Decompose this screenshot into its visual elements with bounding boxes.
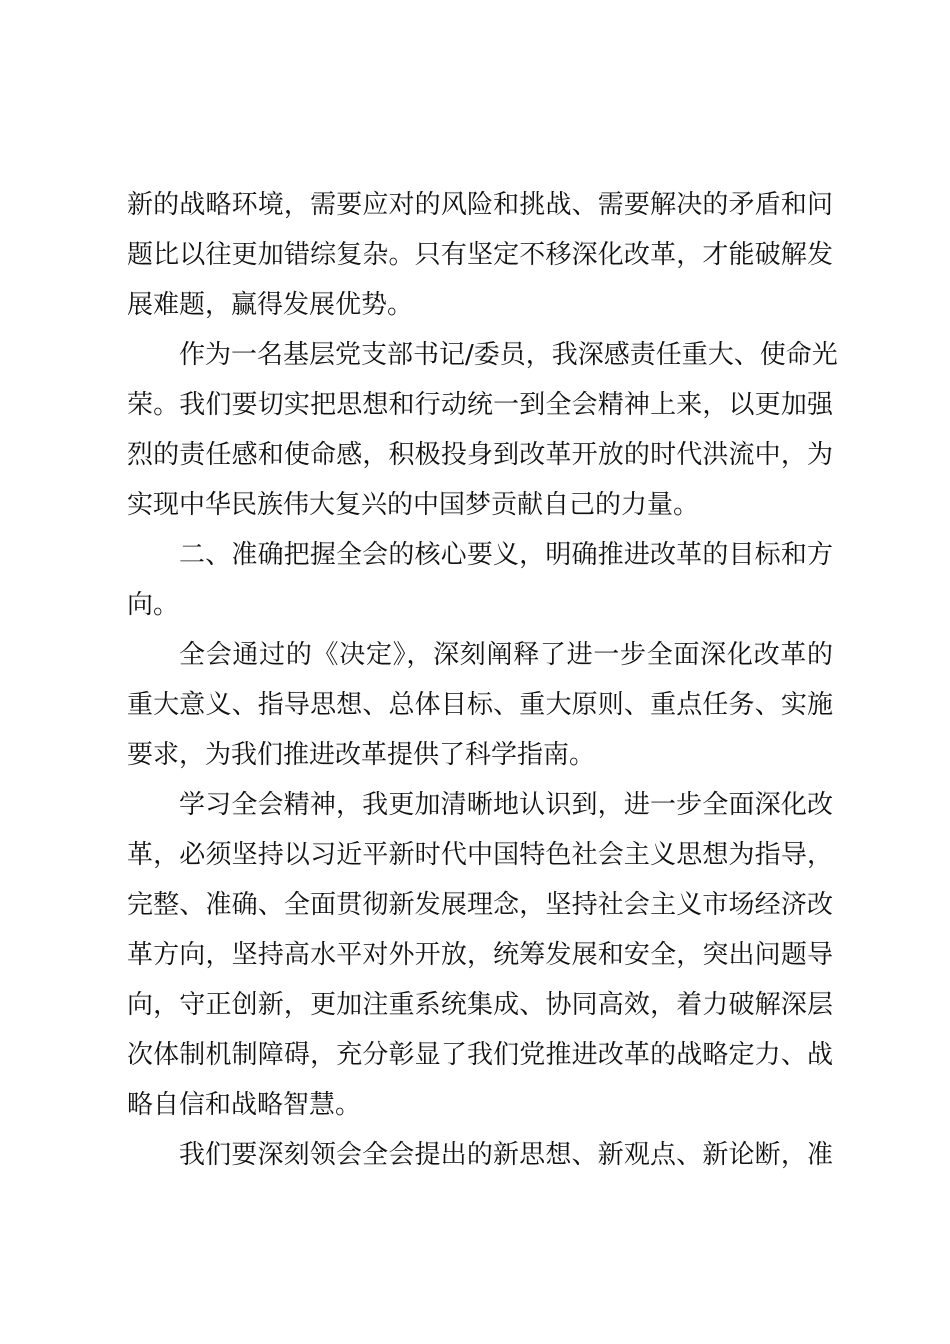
paragraph-responsibility xyxy=(127,330,838,530)
heading-line: 二、准确把握全会的核心要义，明确推进改革的目标和方 xyxy=(179,540,833,570)
paragraph-strategy-environment xyxy=(127,180,833,330)
text-line: 重大意义、指导思想、总体目标、重大原则、重点任务、实施 xyxy=(127,690,833,720)
text-line: 学习全会精神，我更加清晰地认识到，进一步全面深化改 xyxy=(179,790,833,820)
text-line: 新的战略环境，需要应对的风险和挑战、需要解决的矛盾和问 xyxy=(127,190,833,220)
text-line: 革方向，坚持高水平对外开放，统筹发展和安全，突出问题导 xyxy=(127,940,833,970)
text-line: 要求，为我们推进改革提供了科学指南。 xyxy=(127,740,596,770)
text-line: 略自信和战略智慧。 xyxy=(127,1090,362,1120)
text-line: 全会通过的《决定》，深刻阐释了进一步全面深化改革的 xyxy=(179,640,833,670)
text-line: 烈的责任感和使命感，积极投身到改革开放的时代洪流中，为 xyxy=(127,440,833,470)
text-line: 完整、准确、全面贯彻新发展理念，坚持社会主义市场经济改 xyxy=(127,890,833,920)
text-line: 向，守正创新，更加注重系统集成、协同高效，着力破解深层 xyxy=(127,990,833,1020)
text-line: 荣。我们要切实把思想和行动统一到全会精神上来，以更加强 xyxy=(127,390,833,420)
text-line: 革，必须坚持以习近平新时代中国特色社会主义思想为指导， xyxy=(127,840,833,870)
paragraph-study-spirit xyxy=(127,780,833,1130)
text-line: 展难题，赢得发展优势。 xyxy=(127,290,414,320)
heading-line: 向。 xyxy=(127,590,180,620)
text-line: 题比以往更加错综复杂。只有坚定不移深化改革，才能破解发 xyxy=(127,240,833,270)
text-line: 实现中华民族伟大复兴的中国梦贡献自己的力量。 xyxy=(127,490,700,520)
document-body xyxy=(127,180,838,1180)
text-line: 我们要深刻领会全会提出的新思想、新观点、新论断，准 xyxy=(179,1140,833,1170)
text-line: 作为一名基层党支部书记/委员，我深感责任重大、使命光 xyxy=(179,340,838,370)
paragraph-decision xyxy=(127,630,833,780)
text-line: 次体制机制障碍，充分彰显了我们党推进改革的战略定力、战 xyxy=(127,1040,833,1070)
paragraph-understand xyxy=(127,1130,833,1180)
section-heading-two xyxy=(127,530,833,630)
